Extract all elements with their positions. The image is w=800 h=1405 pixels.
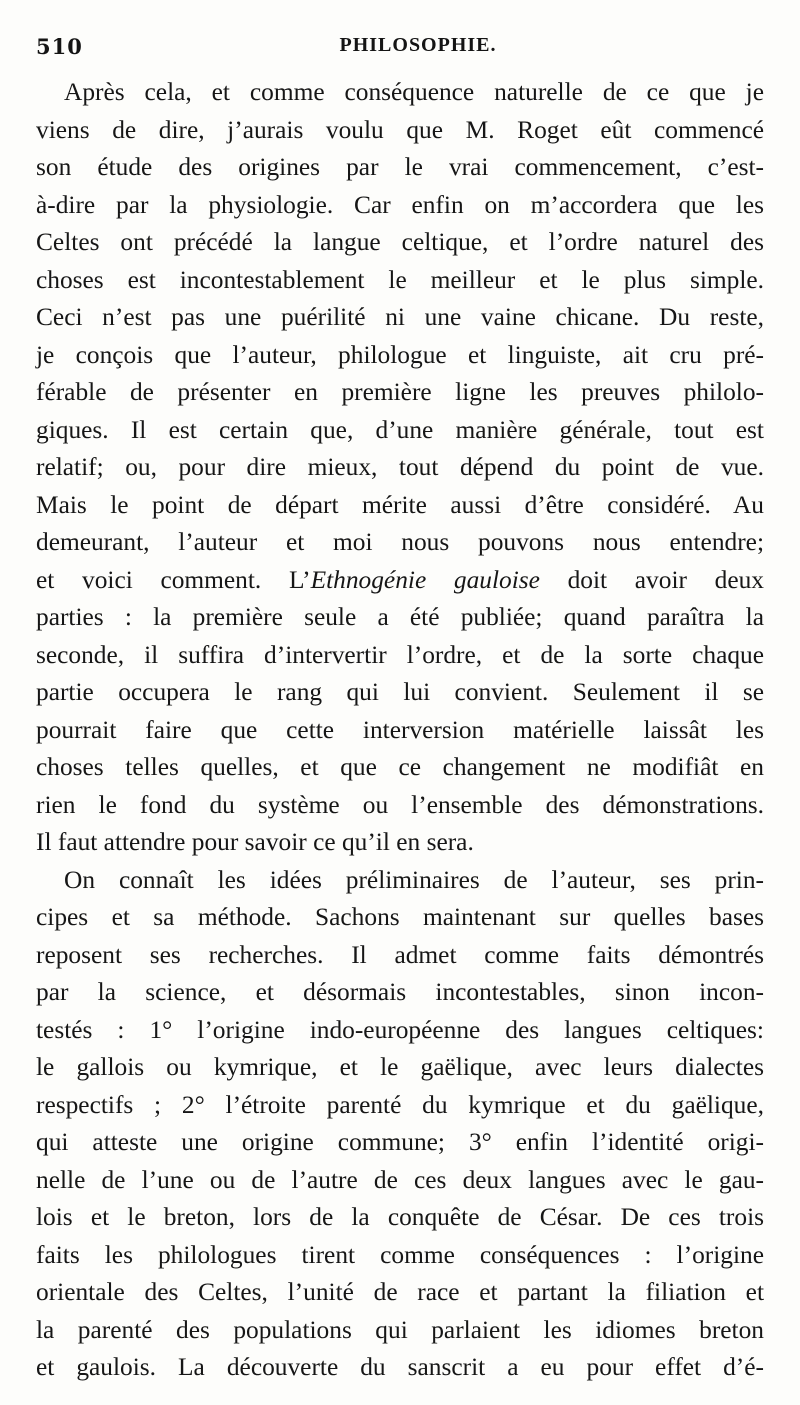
page-number: 510	[36, 34, 83, 59]
text-line	[36, 562, 764, 600]
body-text	[36, 74, 764, 1387]
text-line: le gallois ou kymrique, et le gaëlique, avec leurs dialectes	[36, 1053, 764, 1081]
text-line: Ceci n’est pas une puérilité ni une vaine chicane. Du reste,	[36, 303, 764, 331]
text-line: lois et le breton, lors de la conquête de César. De ces trois	[36, 1203, 764, 1231]
text-line: je conçois que l’auteur, philologue et linguiste, ait cru pré-	[36, 340, 764, 369]
text-line: viens de dire, j’aurais voulu que M. Roget eût commencé	[36, 115, 764, 144]
text-line: la parenté des populations qui parlaient les idiomes breton	[36, 1315, 764, 1344]
text-segment: doit avoir deux	[539, 565, 764, 594]
text-line: Après cela, et comme conséquence naturelle de ce que je	[64, 78, 764, 106]
text-line: et gaulois. La découverte du sanscrit a eu pour effet d’é-	[36, 1353, 764, 1381]
text-line: faits les philologues tirent comme conséquences : l’origine	[36, 1240, 764, 1269]
text-line: à-dire par la physiologie. Car enfin on m’accordera que les	[36, 190, 764, 219]
text-line: par la science, et désormais incontestables, sinon incon-	[36, 978, 764, 1006]
text-line: Celtes ont précédé la langue celtique, et l’ordre naturel des	[36, 228, 764, 256]
text-line: férable de présenter en première ligne les preuves philolo-	[36, 378, 764, 406]
text-line: respectifs ; 2° l’étroite parenté du kymrique et du gaëlique,	[36, 1090, 764, 1119]
text-line: choses est incontestablement le meilleur et le plus simple.	[36, 265, 764, 294]
text-line: seconde, il suffira d’intervertir l’ordre, et de la sorte chaque	[36, 640, 764, 669]
text-line: On connaît les idées préliminaires de l’auteur, ses prin-	[64, 865, 764, 894]
text-line: orientale des Celtes, l’unité de race et partant la filiation et	[36, 1278, 764, 1306]
text-line: parties : la première seule a été publiée; quand paraîtra la	[36, 603, 764, 631]
text-line: cipes et sa méthode. Sachons maintenant sur quelles bases	[36, 903, 764, 931]
text-line: partie occupera le rang qui lui convient. Seulement il se	[36, 678, 764, 706]
text-segment: et voici comment. L’	[36, 565, 311, 594]
text-line: qui atteste une origine commune; 3° enfin l’identité origi-	[36, 1128, 764, 1156]
text-line: relatif; ou, pour dire mieux, tout dépend du point de vue.	[36, 453, 764, 481]
text-line: reposent ses recherches. Il admet comme faits démontrés	[36, 940, 764, 969]
text-line: demeurant, l’auteur et moi nous pouvons nous entendre;	[36, 528, 764, 556]
text-line: Il faut attendre pour savoir ce qu’il en sera.	[36, 828, 474, 856]
text-line: Mais le point de départ mérite aussi d’être considéré. Au	[36, 490, 764, 519]
text-line: son étude des origines par le vrai commencement, c’est-	[36, 153, 764, 181]
text-line: nelle de l’une ou de l’autre de ces deux langues avec le gau-	[36, 1165, 764, 1194]
text-line: testés : 1° l’origine indo-européenne des langues celtiques:	[36, 1015, 764, 1044]
text-line: choses telles quelles, et que ce changement ne modifiât en	[36, 753, 764, 781]
page-header	[36, 34, 760, 64]
text-line: giques. Il est certain que, d’une manière générale, tout est	[36, 415, 764, 444]
book-title: Ethnogénie gauloise	[310, 565, 540, 594]
running-head: PHILOSOPHIE.	[339, 34, 497, 56]
text-line: pourrait faire que cette interversion matérielle laissât les	[36, 715, 764, 744]
text-line: rien le fond du système ou l’ensemble des démonstrations.	[36, 790, 764, 819]
